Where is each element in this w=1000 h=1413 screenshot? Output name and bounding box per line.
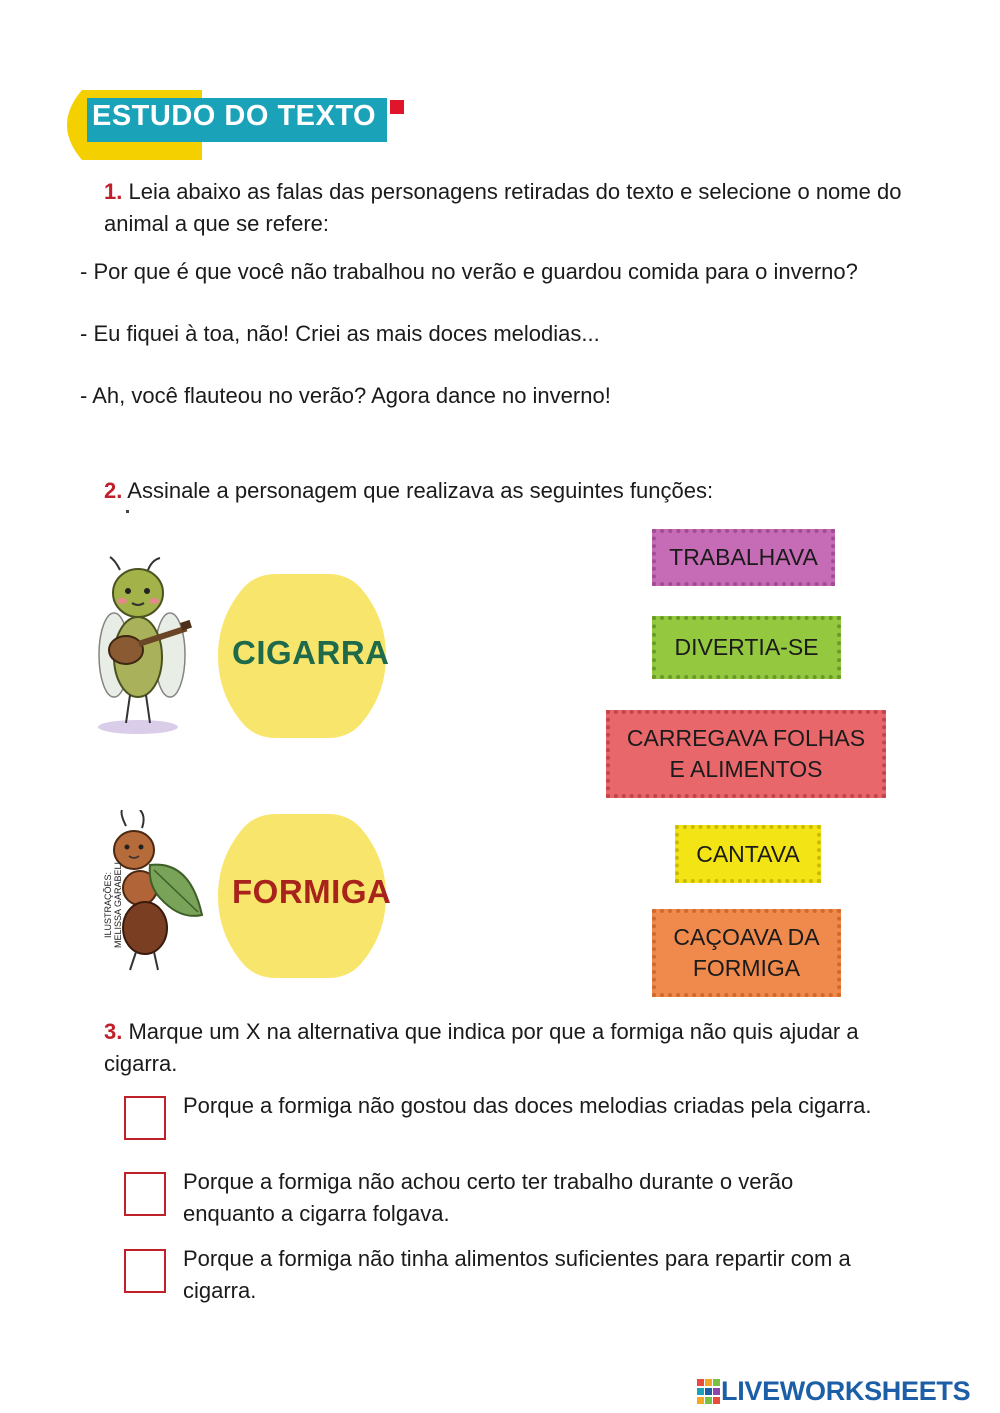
logo-icon (697, 1379, 721, 1405)
answer-option (124, 1166, 884, 1236)
liveworksheets-logo (697, 1376, 970, 1407)
illustration-credit: ILUSTRAÇÕES: MELISSA GARABELI (103, 861, 123, 949)
function-tag-carregava[interactable]: CARREGAVA FOLHAS E ALIMENTOS (606, 710, 886, 798)
stray-dot (126, 510, 129, 513)
function-tag-cacoava[interactable]: CAÇOAVA DA FORMIGA (652, 909, 841, 997)
section-title: ESTUDO DO TEXTO (92, 100, 377, 132)
answer-text: Porque a formiga não tinha alimentos suficientes para repartir com a cigarra. (183, 1246, 851, 1303)
question-2 (104, 475, 924, 507)
question-text: Marque um X na alternativa que indica por que a formiga não quis ajudar a cigarra. (104, 1019, 859, 1076)
answer-text: Porque a formiga não gostou das doces melodias criadas pela cigarra. (183, 1093, 872, 1118)
question-number: 1. (104, 179, 123, 204)
answer-checkbox[interactable] (124, 1096, 166, 1140)
answer-option (124, 1090, 884, 1160)
dialog-line[interactable]: - Por que é que você não trabalhou no verão e guardou comida para o inverno? (80, 259, 858, 284)
dialog-line[interactable]: - Ah, você flauteou no verão? Agora dance no inverno! (80, 383, 611, 408)
function-tag-divertia-se[interactable]: DIVERTIA-SE (652, 616, 841, 679)
question-number: 2. (104, 478, 123, 503)
answer-text: Porque a formiga não achou certo ter trabalho durante o verão enquanto a cigarra folgava. (183, 1169, 794, 1226)
question-text: Assinale a personagem que realizava as seguintes funções: (127, 478, 714, 503)
brand-name: LIVEWORKSHEETS (721, 1376, 971, 1406)
answer-option (124, 1243, 884, 1313)
character-cigarra[interactable]: CIGARRA (232, 634, 390, 671)
question-text: Leia abaixo as falas das personagens retiradas do texto e selecione o nome do animal a que se refere: (104, 179, 902, 236)
question-3 (104, 1016, 864, 1080)
question-1 (104, 176, 924, 240)
cicada-illustration (90, 555, 200, 740)
answer-checkbox[interactable] (124, 1172, 166, 1216)
character-formiga[interactable]: FORMIGA (232, 873, 392, 910)
dialog-line[interactable]: - Eu fiquei à toa, não! Criei as mais doces melodias... (80, 321, 600, 346)
function-tag-trabalhava[interactable]: TRABALHAVA (652, 529, 835, 586)
answer-checkbox[interactable] (124, 1249, 166, 1293)
question-number: 3. (104, 1019, 123, 1044)
function-tag-cantava[interactable]: CANTAVA (675, 825, 821, 883)
